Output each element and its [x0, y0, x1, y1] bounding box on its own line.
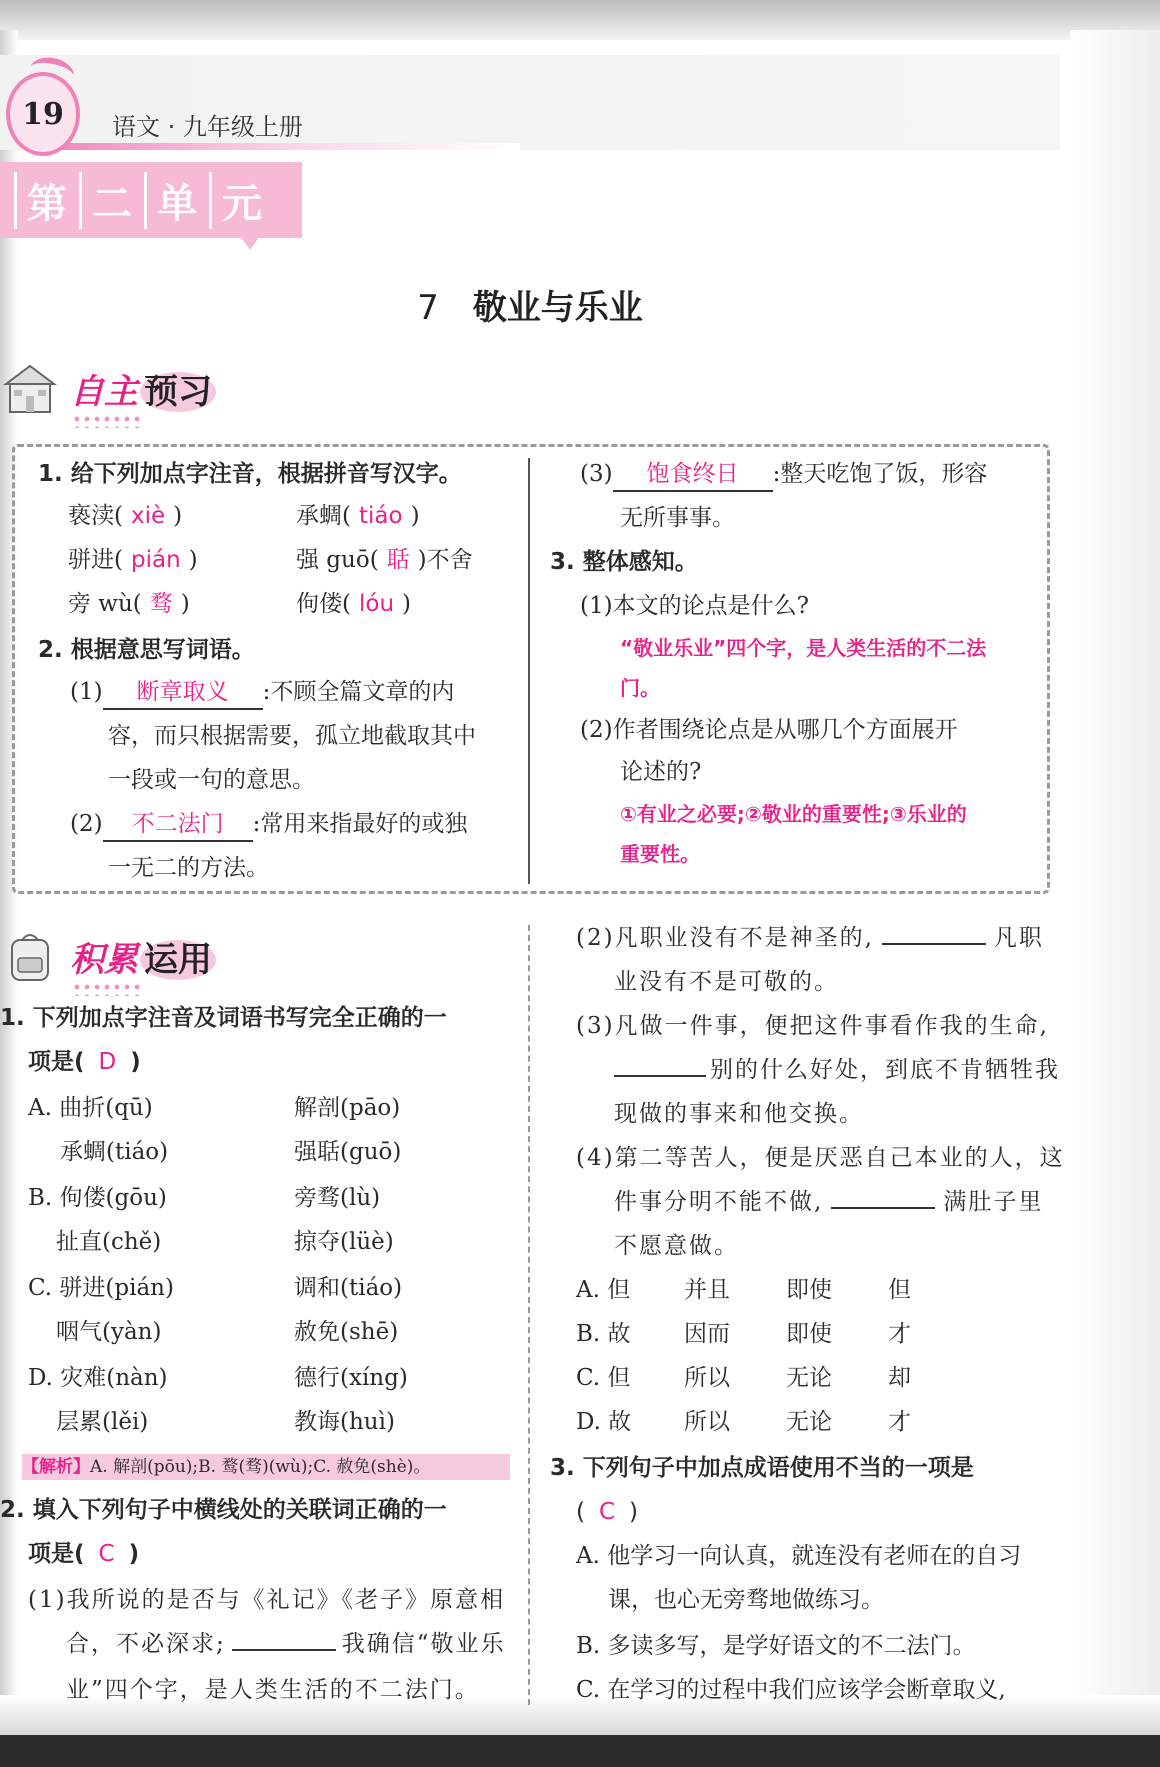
analysis-label: 【解析】: [22, 1457, 90, 1477]
bottom-bar: [0, 1735, 1160, 1767]
option-item: 并且: [684, 1277, 730, 1303]
sentence-line: A. 他学习一向认真，就连没有老师在的自习: [576, 1543, 1022, 1569]
analysis-text: A. 解剖(pōu);B. 鹜(骛)(wù);C. 赦免(shè)。: [90, 1457, 431, 1477]
option-item: 无论: [786, 1365, 832, 1391]
definition-line: 一段或一句的意思。: [108, 767, 315, 793]
option-item: 调和(tiáo): [294, 1275, 403, 1301]
sentence-line: 课，也心无旁骛地做练习。: [608, 1587, 884, 1613]
dotted-decoration: [72, 414, 142, 428]
unit-char: 第: [14, 172, 79, 229]
option-item: 即使: [786, 1277, 832, 1303]
preview-q3-sub1: (1)本文的论点是什么?: [580, 593, 809, 619]
page-number-badge: [6, 72, 80, 156]
option-item: 层累(lěi): [56, 1409, 149, 1435]
option-item: 所以: [684, 1409, 730, 1435]
backpack-icon: [2, 928, 58, 984]
sentence-line: (4)第二等苦人，便是厌恶自己本业的人，这: [576, 1145, 1065, 1171]
pinyin-item: 佝偻( lóu ): [296, 591, 412, 617]
option-item: B. 故: [576, 1321, 631, 1347]
practice-q1-prompt-line2: 项是( D ): [28, 1049, 141, 1075]
option-item: A. 但: [576, 1277, 631, 1303]
pinyin-item: 骈进( pián ): [68, 547, 198, 573]
option-item: 教诲(huì): [294, 1409, 395, 1435]
definition-line: 无所事事。: [620, 505, 735, 531]
option-item: 德行(xíng): [294, 1365, 408, 1391]
sentence-line: 现做的事来和他交换。: [614, 1101, 864, 1127]
unit-banner-tail: [240, 236, 260, 250]
option-item: 但: [888, 1277, 911, 1303]
sentence-line: C. 在学习的过程中我们应该学会断章取义,: [576, 1677, 1006, 1703]
answer-mark: C: [98, 1541, 115, 1567]
option-item: 赦免(shē): [294, 1319, 399, 1345]
practice-q2-prompt: 2. 填入下列句子中横线处的关联词正确的一: [0, 1497, 447, 1523]
option-item: 才: [888, 1409, 911, 1435]
preview-q3-sub2: (2)作者围绕论点是从哪几个方面展开: [580, 717, 958, 743]
sentence-line: (2)凡职业没有不是神圣的, 凡职: [576, 925, 1044, 951]
answer-mark: D: [98, 1049, 117, 1075]
definition-item: (3) 饱食终日 :整天吃饱了饭，形容: [580, 458, 987, 492]
section-title-a: 积累: [70, 939, 138, 980]
option-item: C. 骈进(pián): [28, 1275, 174, 1301]
subject-label: 语文 · 九年级上册: [112, 113, 303, 141]
option-item: 扯直(chě): [56, 1229, 162, 1255]
header-rule: [60, 143, 520, 150]
analysis-note: [22, 1454, 510, 1480]
preview-q3-answer1: 门。: [620, 676, 660, 700]
preview-q3-answer2: 重要性。: [620, 842, 700, 866]
option-item: D. 故: [576, 1409, 632, 1435]
pinyin-item: 亵渎( xiè ): [68, 503, 183, 529]
school-building-icon: [2, 360, 58, 416]
option-item: 解剖(pāo): [294, 1095, 401, 1121]
pinyin-item: 承蜩( tiáo ): [296, 503, 420, 529]
option-item: 旁骛(lù): [294, 1185, 381, 1211]
sentence-line: 业没有不是可敬的。: [614, 969, 839, 995]
option-item: 咽气(yàn): [56, 1319, 162, 1345]
preview-q2-prompt: 2. 根据意思写词语。: [38, 637, 255, 663]
lesson-name: 敬业与乐业: [472, 288, 643, 328]
preview-q3-answer1: “敬业乐业”四个字，是人类生活的不二法: [620, 636, 987, 660]
definition-item: (2) 不二法门 :常用来指最好的或独: [70, 808, 467, 842]
page-edge-right: [1070, 30, 1160, 1730]
option-item: 才: [888, 1321, 911, 1347]
option-item: 强聒(guō): [294, 1139, 402, 1165]
preview-q1-prompt: 1. 给下列加点字注音，根据拼音写汉字。: [38, 461, 462, 487]
column-divider: [528, 925, 530, 1705]
section-title-b: 运用: [140, 940, 216, 980]
unit-char: 单: [144, 172, 209, 229]
section-title-b: 预习: [140, 372, 216, 412]
practice-q3-prompt: 3. 下列句子中加点成语使用不当的一项是: [550, 1455, 974, 1481]
page-edge-top: [0, 0, 1160, 40]
preview-q3-answer2: ①有业之必要;②敬业的重要性;③乐业的: [620, 802, 967, 826]
section-practice-heading: [2, 928, 216, 984]
option-item: 掠夺(lüè): [294, 1229, 394, 1255]
unit-banner: [0, 162, 302, 238]
unit-char: 二: [79, 172, 144, 229]
unit-char: 元: [209, 172, 274, 229]
option-item: 却: [888, 1365, 911, 1391]
sentence-line: 合，不必深求; 我确信“敬业乐: [66, 1631, 506, 1657]
option-item: 所以: [684, 1365, 730, 1391]
option-item: B. 佝偻(gōu): [28, 1185, 167, 1211]
sentence-line: 业”四个字，是人类生活的不二法门。: [66, 1677, 480, 1703]
preview-q3-prompt: 3. 整体感知。: [550, 549, 698, 575]
section-title-a: 自主: [70, 371, 138, 412]
dotted-decoration: [72, 982, 142, 996]
option-item: C. 但: [576, 1365, 631, 1391]
pinyin-item: 旁 wù( 骛 ): [68, 591, 190, 617]
option-item: 即使: [786, 1321, 832, 1347]
lesson-title: [0, 280, 1060, 329]
option-item: 无论: [786, 1409, 832, 1435]
sentence-line: (1)我所说的是否与《礼记》《老子》原意相: [28, 1587, 506, 1613]
definition-line: 一无二的方法。: [108, 855, 269, 881]
option-item: A. 曲折(qū): [28, 1095, 153, 1121]
preview-divider: [528, 458, 530, 884]
sentence-line: 不愿意做。: [614, 1233, 739, 1259]
sentence-line: 件事分明不能不做, 满肚子里: [614, 1189, 1044, 1215]
practice-q3-answer-line: ( C ): [576, 1499, 639, 1525]
practice-q2-prompt-line2: 项是( C ): [28, 1541, 140, 1567]
option-item: 因而: [684, 1321, 730, 1347]
option-item: D. 灾难(nàn): [28, 1365, 168, 1391]
sentence-line: 别的什么好处，到底不肯牺牲我: [614, 1054, 1060, 1086]
sentence-line: B. 多读多写，是学好语文的不二法门。: [576, 1633, 976, 1659]
page-number: 19: [22, 96, 64, 132]
practice-q1-prompt: 1. 下列加点字注音及词语书写完全正确的一: [0, 1005, 447, 1031]
definition-line: 容，而只根据需要，孤立地截取其中: [108, 723, 476, 749]
pinyin-item: 强 guō( 聒 )不舍: [296, 547, 473, 573]
answer-mark: C: [598, 1499, 616, 1525]
section-preview-heading: [2, 360, 216, 416]
option-item: 承蜩(tiáo): [60, 1139, 169, 1165]
lesson-number: 7: [417, 288, 439, 328]
sentence-line: (3)凡做一件事，便把这件事看作我的生命,: [576, 1013, 1049, 1039]
preview-q3-sub2: 论述的?: [620, 759, 702, 785]
definition-item: (1) 断章取义 :不顾全篇文章的内: [70, 676, 454, 710]
